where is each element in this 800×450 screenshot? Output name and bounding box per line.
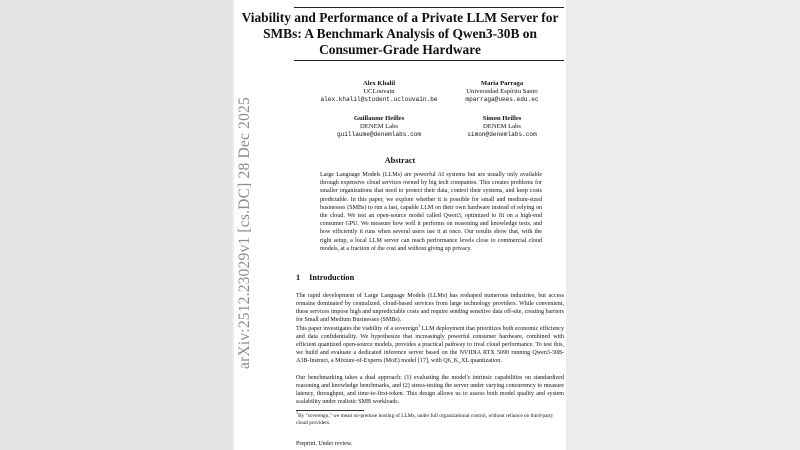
paragraph-text: LLM deployment that prioritizes both economic efficiency and data confidentiality. We hypothesize that increasingly powerful consumer hardware, combined with efficient quantized open-source models, provides a practical pathway to rival cloud performance. To test this, we build and evaluate a dedicated inference server based on the NVIDIA RTX 5090 running Qwen3-30B-A3B-Instruct, a Mixture-of-Experts (MoE) model [17], with Q6_K_XL quantization. xyxy=(296,326,564,364)
section-number: 1 xyxy=(296,273,301,282)
author-name: Alex Khalil xyxy=(362,80,396,87)
footnote-rule xyxy=(296,410,364,411)
author-block xyxy=(427,80,566,104)
viewer-background-right xyxy=(566,0,800,450)
author-name: Maria Parraga xyxy=(480,80,524,87)
abstract-text: Large Language Models (LLMs) are powerful AI systems but are usually only available through expensive cloud services owned by big tech companies. This creates problems for smaller organizations that need to protect their data, control their systems, and keep costs predictable. In this paper, we explore whether it is possible for small and medium-sized businesses (SMBs) to run a fast, capable LLM on their own hardware instead of relying on the cloud. We test an open-source model called Qwen3, optimized to fit on a high-end consumer GPU. We measure how well it performs on reasoning and knowledge tests, and how efficiently it runs when several users use it at once. Our results show that, with the right setup, a local LLM server can reach performance levels close to commercial cloud models, at a fraction of the cost and without giving up privacy. xyxy=(320,172,542,252)
title-top-rule xyxy=(294,7,564,8)
section-heading xyxy=(296,273,354,282)
footnote-marker: 1 xyxy=(418,323,421,328)
author-email: mparraga@uees.edu.ec xyxy=(465,96,539,103)
preprint-note: Preprint. Under review. xyxy=(296,441,353,447)
arxiv-identifier: arXiv:2512.23029v1 [cs.DC] 28 Dec 2025 xyxy=(236,97,253,369)
paragraph-text: This paper investigates the viability of a sovereign xyxy=(296,326,419,332)
title-line: SMBs: A Benchmark Analysis of Qwen3-30B on xyxy=(263,26,537,41)
footnote xyxy=(296,410,564,427)
viewer-background-left xyxy=(0,0,232,450)
intro-paragraph: The rapid development of Large Language Models (LLMs) has reshaped numerous industries, but access remains dominated by centralized, cloud-based services from large technology providers. While convenient, these services impose high and unpredictable costs and require sending sensitive data off-site, creating barriers for Small and Medium Businesses (SMBs). xyxy=(296,293,564,323)
paper-page xyxy=(234,0,566,450)
author-block xyxy=(427,115,566,139)
footnote-text: By "sovereign," we mean on-premise hosting of LLMs, under full organizational control, without reliance on third-party cloud providers. xyxy=(296,413,554,426)
title-line: Consumer-Grade Hardware xyxy=(319,42,481,57)
author-email: guillaume@denemlabs.com xyxy=(336,131,422,138)
paper-title xyxy=(234,10,566,58)
abstract-heading: Abstract xyxy=(384,156,416,165)
author-name: Guillaume Heilles xyxy=(353,115,405,122)
footnote-mark: 1 xyxy=(296,410,299,415)
title-bottom-rule xyxy=(294,60,564,61)
section-title: Introduction xyxy=(309,273,355,282)
author-affiliation: Universidad Espíritu Santo xyxy=(466,88,538,95)
author-name: Simon Heilles xyxy=(482,115,522,122)
author-email: alex.khalil@student.uclouvain.be xyxy=(320,96,438,103)
intro-paragraph xyxy=(296,323,564,366)
title-line: Viability and Performance of a Private LLM Server for xyxy=(241,10,559,25)
author-affiliation: DENEM Labs xyxy=(483,123,521,130)
intro-paragraph: Our benchmarking takes a dual approach: (1) evaluating the model's intrinsic capabilities on standardized reasoning and knowledge benchmarks, and (2) stress-testing the server under varying concurrency to measure latency, throughput, and time-to-first-token. This design allows us to assess both model quality and system scalability under realistic SMB workloads. xyxy=(296,375,564,405)
author-affiliation: DENEM Labs xyxy=(360,123,398,130)
author-affiliation: UCLouvain xyxy=(363,88,395,95)
author-email: simon@denemlabs.com xyxy=(467,131,537,138)
